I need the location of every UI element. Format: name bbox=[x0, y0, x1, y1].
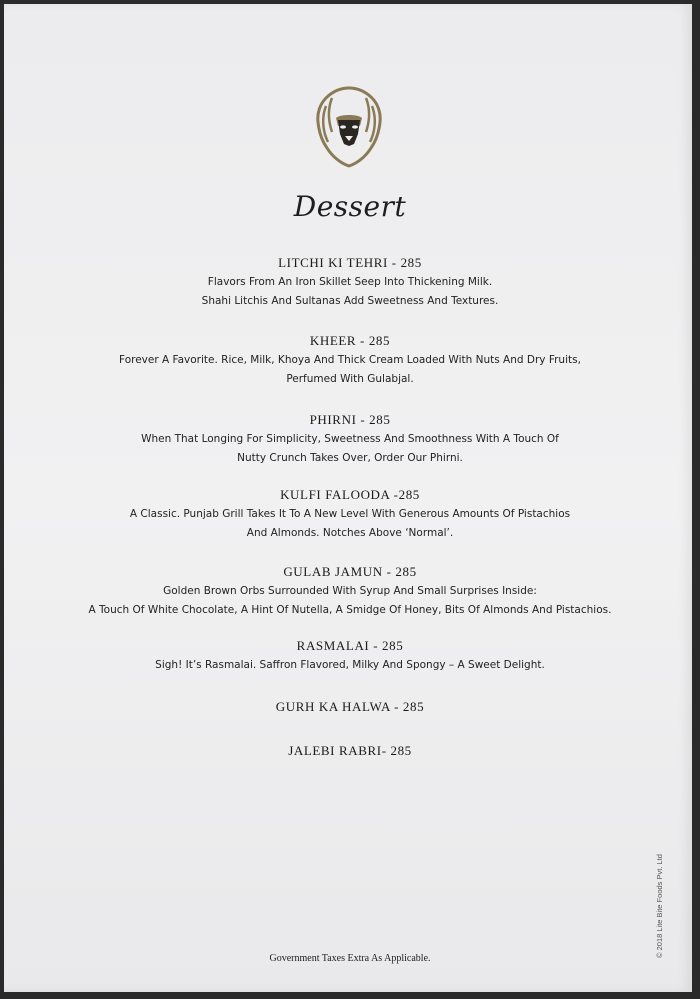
menu-item-litchi-ki-tehri bbox=[30, 255, 670, 311]
menu-item-kulfi-falooda bbox=[30, 487, 670, 543]
item-name: GULAB JAMUN bbox=[283, 564, 383, 579]
menu-item-gurh-ka-halwa bbox=[30, 699, 670, 715]
item-description: A Classic. Punjab Grill Takes It To A New Level With Generous Amounts Of Pistachios And Almonds. Notches Above ‘Normal’. bbox=[129, 508, 571, 539]
item-price: - 285 bbox=[369, 638, 404, 653]
item-price: - 285 bbox=[387, 255, 422, 270]
tax-note: Government Taxes Extra As Applicable. bbox=[269, 953, 431, 964]
menu-item-phirni bbox=[30, 412, 670, 468]
item-price: - 285 bbox=[356, 333, 391, 348]
item-price: - 285 bbox=[382, 564, 417, 579]
copyright-note: © 2018 Lite Bite Foods Pvt. Ltd bbox=[655, 854, 664, 958]
item-name: LITCHI KI TEHRI bbox=[278, 255, 388, 270]
menu-item-jalebi-rabri bbox=[30, 743, 670, 759]
item-description: Forever A Favorite. Rice, Milk, Khoya And Thick Cream Loaded With Nuts And Dry Fruits, Perfumed With Gulabjal. bbox=[119, 354, 581, 385]
item-price: -285 bbox=[389, 487, 420, 502]
item-description: When That Longing For Simplicity, Sweetness And Smoothness With A Touch Of Nutty Crunch Takes Over, Order Our Phirni. bbox=[141, 433, 559, 464]
menu-item-kheer bbox=[30, 333, 670, 389]
item-description: Golden Brown Orbs Surrounded With Syrup And Small Surprises Inside: A Touch Of White Chocolate, A Hint Of Nutella, A Smidge Of Honey, Bits Of Almonds And Pistachios. bbox=[88, 585, 612, 616]
item-price: - 285 bbox=[390, 699, 425, 714]
item-price: - 285 bbox=[381, 743, 412, 758]
item-name: GURH KA HALWA bbox=[275, 699, 391, 714]
item-description: Flavors From An Iron Skillet Seep Into Thickening Milk. Shahi Litchis And Sultanas Add Sweetness And Textures. bbox=[201, 276, 499, 307]
item-name: RASMALAI bbox=[296, 638, 370, 653]
menu-title: Dessert bbox=[293, 190, 407, 223]
item-name: KHEER bbox=[309, 333, 357, 348]
item-name: PHIRNI bbox=[309, 412, 357, 427]
item-description: Sigh! It’s Rasmalai. Saffron Flavored, Milky And Spongy – A Sweet Delight. bbox=[155, 659, 545, 671]
item-name: JALEBI RABRI bbox=[288, 743, 382, 758]
menu-item-gulab-jamun bbox=[30, 564, 670, 620]
item-name: KULFI FALOODA bbox=[280, 487, 390, 502]
item-price: - 285 bbox=[356, 412, 391, 427]
menu-item-rasmalai bbox=[30, 638, 670, 675]
